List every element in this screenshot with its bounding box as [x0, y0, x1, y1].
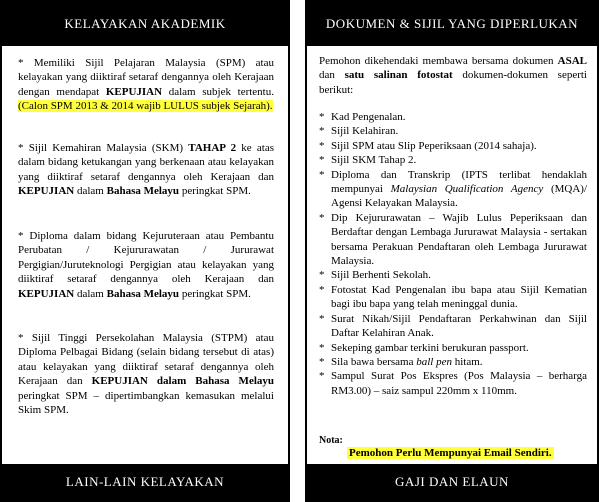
- qualification-stpm: [18, 331, 274, 417]
- list-item: * Fotostat Kad Pengenalan ibu bapa atau Sijil Kematian bagi ibu bapa yang telah meninggal dunia.: [319, 283, 587, 311]
- item-ic: Kad Pengenalan.: [331, 111, 406, 123]
- academic-qualifications-header: KELAYAKAN AKADEMIK: [2, 2, 288, 46]
- skm-level: TAHAP 2: [188, 142, 237, 154]
- stpm-text-post: peringkat SPM – dipertimbangkan kemasukan melalui Skim SPM.: [18, 389, 274, 417]
- item-pen: [331, 355, 587, 369]
- item-diploma: [331, 168, 587, 211]
- documents-header: DOKUMEN & SIJIL YANG DIPERLUKAN: [307, 2, 597, 46]
- skm-text: * Sijil Kemahiran Malaysia (SKM): [18, 142, 189, 154]
- documents-list: [319, 110, 587, 398]
- qualification-skm: [18, 141, 274, 199]
- diploma-doc-post: (MQA)/ Agensi Kelayakan Malaysia.: [331, 183, 587, 210]
- list-item: * Sijil SKM Tahap 2.: [319, 153, 587, 167]
- list-item: * Diploma dan Transkrip (IPTS terlibat hendaklah mempunyai Malaysian Qualification Agency (MQA)/ Agensi Kelayakan Malaysia.: [319, 168, 587, 210]
- intro-text: Pemohon dikehendaki membawa bersama dokumen: [319, 55, 558, 67]
- list-item: * Sijil Kelahiran.: [319, 124, 587, 138]
- list-item: * Sila bawa bersama ball pen hitam.: [319, 355, 587, 369]
- list-item: * Sijil SPM atau Slip Peperiksaan (2014 sahaja).: [319, 139, 587, 153]
- skm-malay-language: Bahasa Melayu: [106, 185, 180, 198]
- spm-credit: KEPUJIAN: [105, 85, 163, 98]
- other-qualifications-footer: LAIN-LAIN KELAYAKAN: [2, 464, 288, 500]
- spm-text-post: dalam subjek tertentu.: [162, 85, 274, 98]
- qualification-diploma: [18, 229, 274, 301]
- diploma-malay-language: Bahasa Melayu: [106, 287, 180, 300]
- pen-ballpen: ball pen: [416, 355, 452, 368]
- item-envelope: Sampul Surat Pos Ekspres (Pos Malaysia – berharga RM3.00) – saiz sampul 220mm x 110mm.: [331, 370, 587, 397]
- item-birth-cert: Sijil Kelahiran.: [331, 125, 399, 138]
- diploma-credit: KEPUJIAN: [18, 287, 75, 300]
- qualification-spm: [18, 56, 274, 114]
- stpm-text: * Sijil Tinggi Persekolahan Malaysia (STPM) atau Diploma Pelbagai Bidang (selain bidang tersebut di atas) atau kelayakan yang diiktiraf setaraf dengannya oleh Kerajaan dan: [18, 332, 274, 388]
- list-item: * Surat Nikah/Sijil Pendaftaran Perkahwinan dan Sijil Daftar Kelahiran Anak.: [319, 312, 587, 340]
- skm-text-post: peringkat SPM.: [179, 185, 251, 198]
- item-leaving-cert: Sijil Berhenti Sekolah.: [331, 269, 431, 282]
- list-item: * Sampul Surat Pos Ekspres (Pos Malaysia – berharga RM3.00) – saiz sampul 220mm x 110mm.: [319, 370, 587, 397]
- item-skm: Sijil SKM Tahap 2.: [331, 154, 417, 167]
- item-marriage: Surat Nikah/Sijil Pendaftaran Perkahwinan dan Sijil Daftar Kelahiran Anak.: [331, 312, 587, 340]
- item-nursing: Dip Kejururawatan – Wajib Lulus Peperiksaan dan Berdaftar dengan Lembaga Jururawat Malaysia - sertakan bersama Perakuan Pendaftaran oleh Lembaga Jururawat Malaysia.: [331, 211, 587, 268]
- note-label: Nota:: [319, 435, 343, 446]
- skm-credit: KEPUJIAN: [18, 185, 75, 198]
- pen-text: Sila bawa bersama: [331, 355, 417, 368]
- list-item: * Sekeping gambar terkini berukuran passport.: [319, 341, 587, 355]
- intro-photocopy: satu salinan fotostat: [344, 69, 453, 82]
- pen-text-post: hitam.: [451, 355, 483, 368]
- diploma-doc-text: Diploma dan Transkrip (IPTS terlibat hendaklah mempunyai: [331, 168, 587, 196]
- skm-text-mid: ke atas dalam bidang ketukangan yang berkenaan atau kelayakan yang diiktiraf setaraf dengannya oleh Kerajaan dan: [18, 142, 275, 183]
- list-item: * Sijil Berhenti Sekolah.: [319, 268, 587, 282]
- diploma-text-post: peringkat SPM.: [179, 287, 251, 300]
- intro-text-post: dokumen-dokumen seperti berikut:: [319, 69, 587, 96]
- spm-history-highlight: (Calon SPM 2013 & 2014 wajib LULUS subjek Sejarah).: [18, 100, 273, 113]
- intro-original: ASAL: [557, 55, 587, 67]
- documents-intro: [319, 54, 587, 97]
- email-note-highlight: Pemohon Perlu Mempunyai Email Sendiri.: [349, 447, 552, 459]
- intro-text-mid: dan: [319, 69, 345, 82]
- skm-text-mid2: dalam: [74, 185, 107, 198]
- item-parent-ic: Fotostat Kad Pengenalan ibu bapa atau Sijil Kematian bagi ibu bapa yang telah meninggal dunia.: [331, 283, 587, 311]
- stpm-credit-malay: KEPUJIAN dalam Bahasa Melayu: [91, 375, 274, 388]
- item-photo: Sekeping gambar terkini berukuran passport.: [331, 341, 529, 354]
- diploma-text-mid: dalam: [74, 287, 107, 300]
- list-item: * Kad Pengenalan.: [319, 110, 587, 124]
- academic-qualifications-column: [0, 0, 290, 502]
- documents-column: [305, 0, 599, 502]
- diploma-text: * Diploma dalam bidang Kejuruteraan atau Pembantu Perubatan / Kejururawatan / Jururawat Pergigian/Juruteknologi Pergigian atau kelayakan yang diiktiraf setaraf dengannya oleh Kerajaan dan: [18, 230, 274, 286]
- spm-text: * Memiliki Sijil Pelajaran Malaysia (SPM) atau kelayakan yang diiktiraf setaraf dengannya oleh Kerajaan dengan mendapat: [18, 57, 274, 98]
- item-spm: Sijil SPM atau Slip Peperiksaan (2014 sahaja).: [331, 139, 537, 152]
- diploma-mqa: Malaysian Qualification Agency: [390, 183, 544, 196]
- salary-allowance-footer: GAJI DAN ELAUN: [307, 464, 597, 500]
- list-item: * Dip Kejururawatan – Wajib Lulus Peperiksaan dan Berdaftar dengan Lembaga Jururawat Malaysia - sertakan bersama Perakuan Pendaftaran oleh Lembaga Jururawat Malaysia.: [319, 211, 587, 268]
